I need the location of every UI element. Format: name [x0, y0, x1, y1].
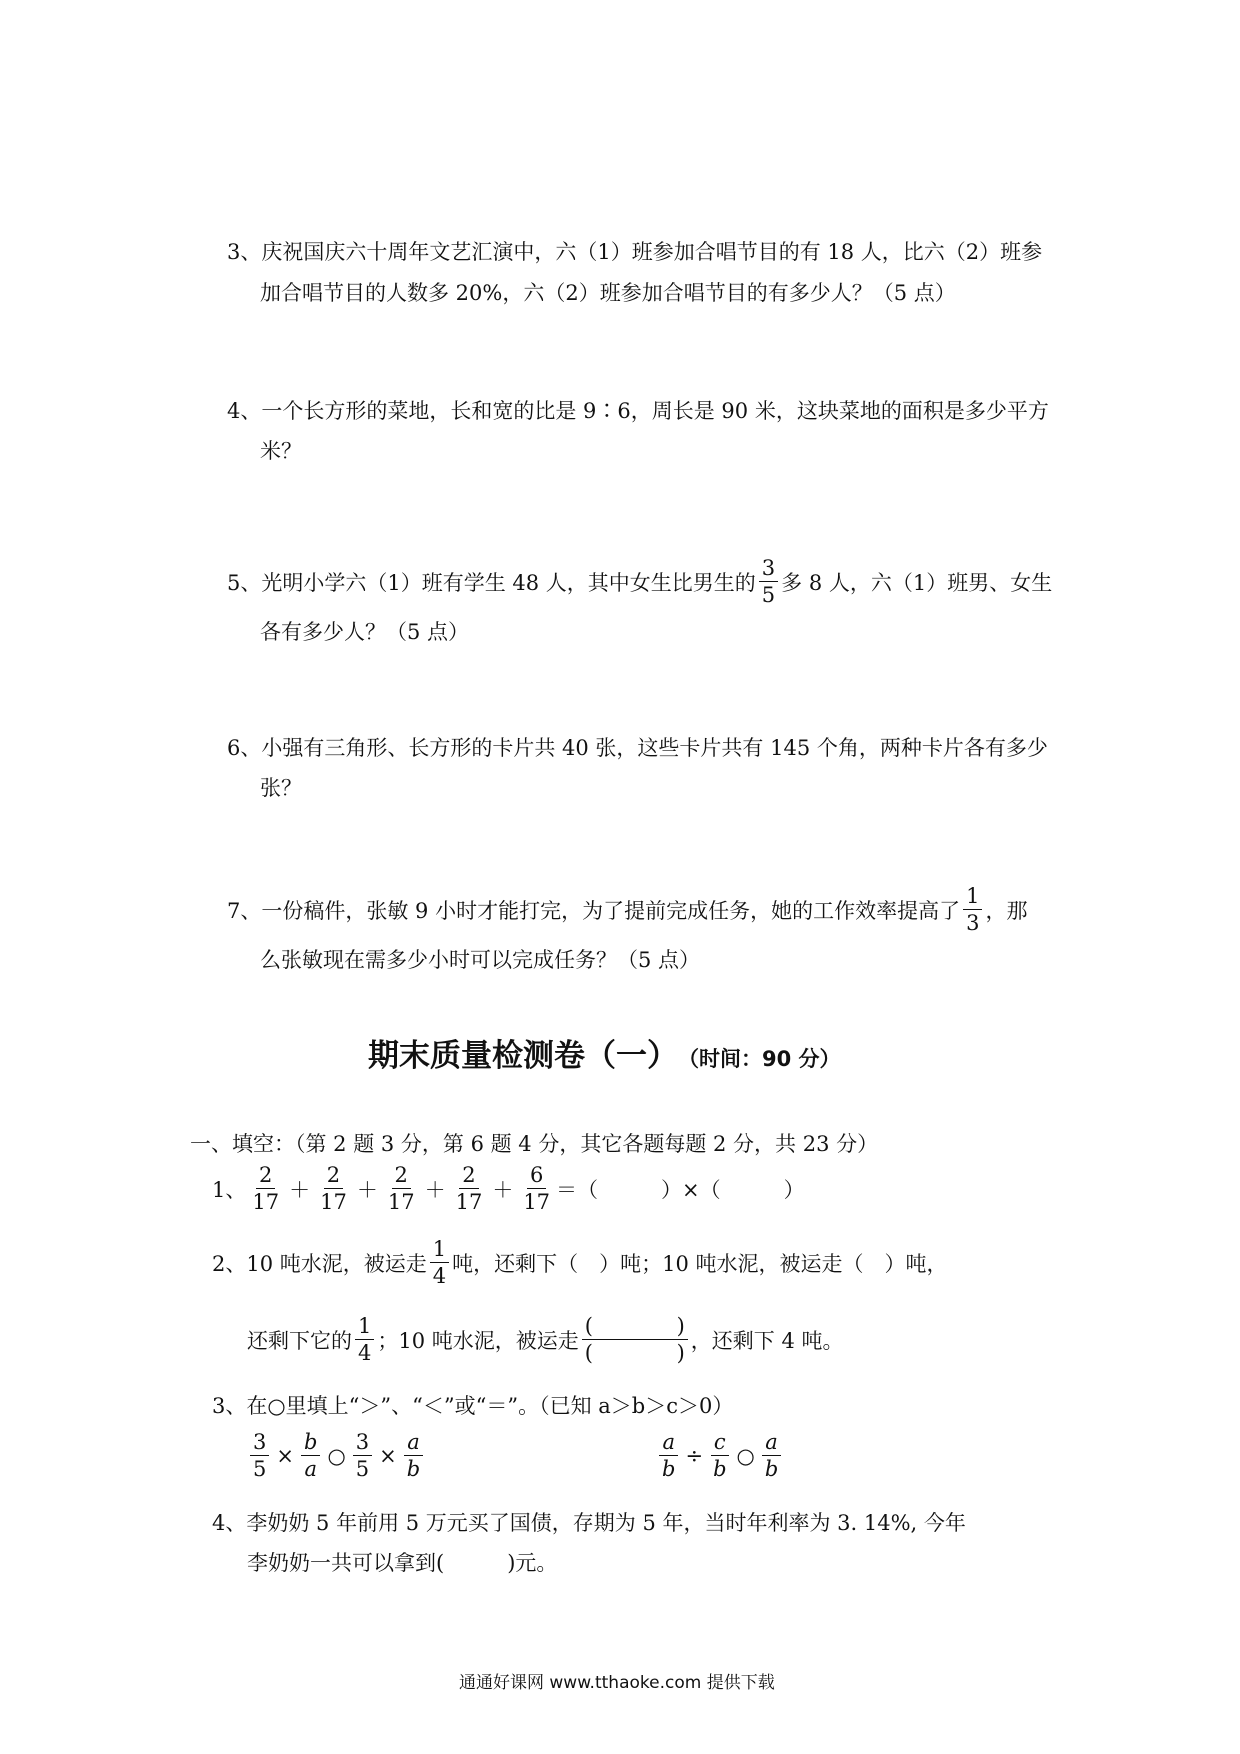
problem-7-text-a: 7、一份稿件，张敏 9 小时才能打完，为了提前完成任务，她的工作效率提高了: [227, 898, 961, 923]
divide-sign: ÷: [685, 1443, 704, 1468]
item-3-expression-2: [656, 1430, 784, 1481]
expr-2-fraction-1: [659, 1430, 678, 1481]
expr-1-fraction-2: [301, 1430, 320, 1481]
fraction-numerator: 2: [459, 1163, 478, 1189]
fraction-numerator: a: [404, 1430, 423, 1456]
fraction-numerator: b: [301, 1430, 320, 1456]
problem-7-line-2: 么张敏现在需多少小时可以完成任务？（5 点）: [260, 948, 701, 972]
problem-5-line-1: [227, 556, 1052, 607]
fraction-numerator: 1: [963, 884, 982, 910]
fraction-denominator: a: [304, 1457, 317, 1482]
problem-4-line-1: 4、一个长方形的菜地，长和宽的比是 9∶6，周长是 90 米，这块菜地的面积是多少平方: [227, 399, 1049, 423]
item-1-fraction-4: [453, 1163, 486, 1214]
fraction-numerator: a: [659, 1430, 678, 1456]
fraction-denominator: 17: [387, 1190, 415, 1215]
fraction-denominator: b: [406, 1457, 421, 1482]
problem-4-line-2: 米？: [260, 439, 302, 463]
item-3-expression-1: [247, 1430, 426, 1481]
fraction-numerator: 3: [353, 1430, 372, 1456]
fraction-denominator: b: [662, 1457, 676, 1482]
item-1-fraction-3: [385, 1163, 418, 1214]
paren-open: (: [584, 1341, 593, 1366]
item-2-fraction-1: [430, 1237, 449, 1288]
fraction-denominator: b: [764, 1457, 779, 1482]
problem-6-line-1: 6、小强有三角形、长方形的卡片共 40 张，这些卡片共有 145 个角，两种卡片各有多少: [227, 736, 1048, 760]
fraction-numerator: a: [762, 1430, 781, 1456]
exam-title-row: [368, 1030, 841, 1075]
item-4-line-1: 4、李奶奶 5 年前用 5 万元买了国债，存期为 5 年，当时年利率为 3. 14%, 今年: [212, 1511, 966, 1535]
expr-1-fraction-4: [404, 1430, 423, 1481]
problem-7-fraction: [963, 884, 982, 935]
problem-5-line-2: 各有多少人？（5 点）: [260, 620, 470, 644]
item-2-line-1: [212, 1237, 948, 1288]
expr-2-fraction-3: [762, 1430, 781, 1481]
problem-6-line-2: 张？: [260, 776, 302, 800]
fraction-denominator: 17: [252, 1190, 280, 1215]
exam-title: 期末质量检测卷（一）: [368, 1038, 678, 1074]
fraction-denominator: b: [713, 1457, 727, 1482]
fraction-numerator: 6: [527, 1163, 546, 1189]
item-1-fraction-2: [317, 1163, 350, 1214]
item-1-fraction-5: [520, 1163, 553, 1214]
item-2-text-b: 吨，还剩下（ ）吨；10 吨水泥，被运走（ ）吨，: [452, 1251, 948, 1276]
fraction-denominator: 5: [761, 583, 776, 608]
blank-numerator[interactable]: [582, 1314, 688, 1340]
plus-sign: ＋: [356, 1177, 378, 1202]
paren-close: ): [676, 1314, 685, 1338]
fraction-numerator: 2: [392, 1163, 411, 1189]
item-2-text-e: ，还剩下 4 吨。: [690, 1328, 844, 1353]
fraction-numerator: c: [711, 1430, 729, 1456]
item-3-line-1: 3、在○里填上“＞”、“＜”或“＝”。（已知 a＞b＞c＞0）: [212, 1394, 734, 1418]
fraction-denominator: 5: [253, 1457, 267, 1482]
fraction-denominator: 4: [432, 1264, 447, 1289]
compare-circle[interactable]: ○: [327, 1443, 346, 1468]
fraction-denominator: 4: [358, 1341, 372, 1366]
section-1-heading: 一、填空：（第 2 题 3 分，第 6 题 4 分，其它各题每题 2 分，共 23 分）: [190, 1132, 879, 1156]
problem-5-text-a: 5、光明小学六（1）班有学生 48 人，其中女生比男生的: [227, 570, 756, 595]
item-2-fraction-2: [355, 1314, 374, 1365]
fraction-numerator: 1: [355, 1314, 374, 1340]
times-sign: ×: [276, 1443, 294, 1468]
expr-2-fraction-2: [710, 1430, 729, 1481]
problem-3-line-2: 加合唱节目的人数多 20%，六（2）班参加合唱节目的有多少人？（5 点）: [260, 281, 956, 305]
problem-5-text-b: 多 8 人，六（1）班男、女生: [781, 570, 1053, 595]
problem-5-fraction: [759, 556, 778, 607]
exam-time-note: （时间：90 分）: [678, 1047, 841, 1071]
fraction-numerator: 2: [324, 1163, 343, 1189]
plus-sign: ＋: [424, 1177, 446, 1202]
problem-7-text-b: ，那: [985, 898, 1028, 923]
paren-open: (: [584, 1314, 593, 1338]
fraction-denominator: 3: [966, 911, 980, 936]
fraction-numerator: 3: [759, 556, 778, 582]
item-2-line-2: [247, 1314, 844, 1365]
expr-1-fraction-1: [250, 1430, 269, 1481]
fraction-denominator: 17: [523, 1190, 551, 1215]
plus-sign: ＋: [289, 1177, 311, 1202]
problem-7-line-1: [227, 884, 1027, 935]
item-1-row: [212, 1163, 805, 1214]
fraction-numerator: 2: [256, 1163, 275, 1189]
fraction-denominator: 17: [320, 1190, 347, 1215]
fraction-numerator: 3: [250, 1430, 269, 1456]
item-1-label: 1、: [212, 1177, 247, 1202]
blank-denominator[interactable]: [582, 1340, 688, 1365]
fraction-numerator: 1: [430, 1237, 449, 1263]
item-2-text-c: 还剩下它的: [247, 1328, 352, 1353]
item-2-text-a: 2、10 吨水泥，被运走: [212, 1251, 427, 1276]
footer-text: 通通好课网 www.tthaoke.com 提供下载: [459, 1673, 775, 1693]
expr-1-fraction-3: [353, 1430, 372, 1481]
item-2-blank-fraction[interactable]: [582, 1314, 688, 1365]
compare-circle[interactable]: ○: [736, 1443, 755, 1468]
item-1-tail: ＝（ ）×（ ）: [556, 1177, 805, 1202]
item-1-fraction-1: [249, 1163, 282, 1214]
plus-sign: ＋: [492, 1177, 514, 1202]
item-4-line-2: 李奶奶一共可以拿到( )元。: [247, 1551, 558, 1575]
fraction-denominator: 17: [455, 1190, 483, 1215]
problem-3-line-1: 3、庆祝国庆六十周年文艺汇演中，六（1）班参加合唱节目的有 18 人，比六（2）班参: [227, 240, 1043, 264]
times-sign: ×: [379, 1443, 397, 1468]
fraction-denominator: 5: [355, 1457, 370, 1482]
paren-close: ): [676, 1341, 685, 1366]
item-2-text-d: ；10 吨水泥，被运走: [377, 1328, 579, 1353]
